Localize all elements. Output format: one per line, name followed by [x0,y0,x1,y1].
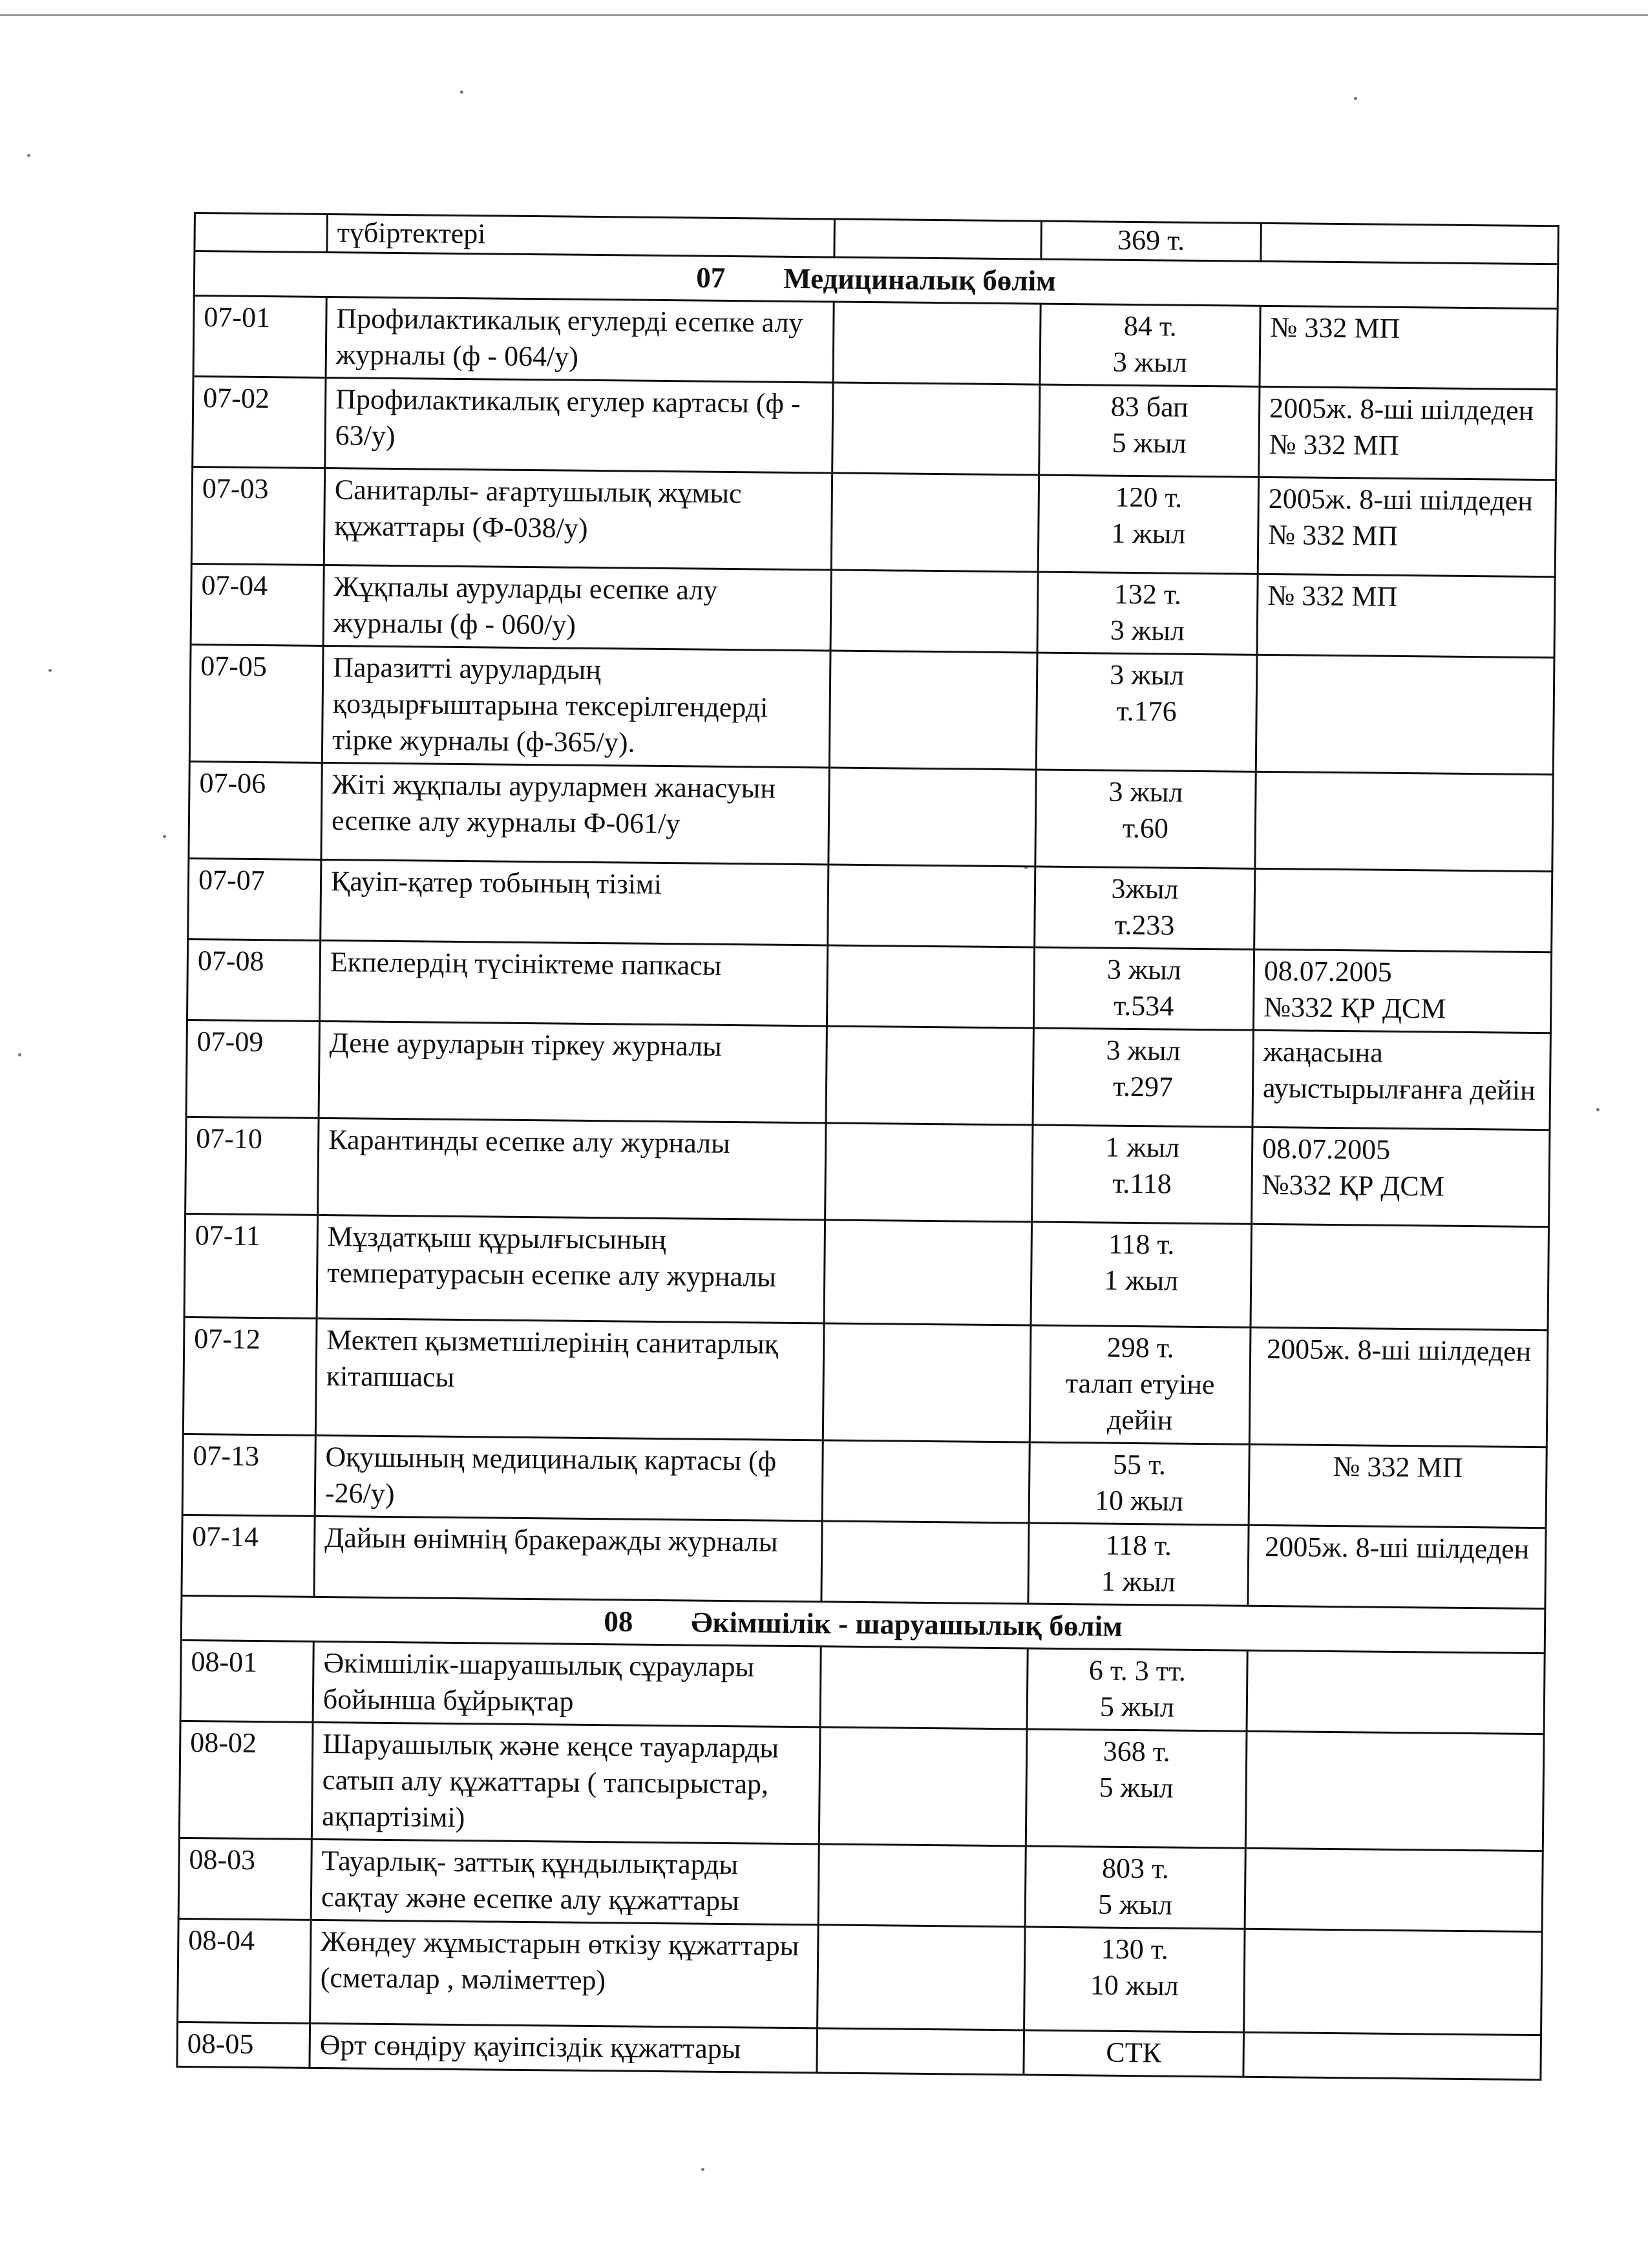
code-cell: 08-05 [177,2022,310,2068]
section-number: 08 [604,1605,633,1638]
title-cell: Қауіп-қатер тобының тізімі [321,859,829,945]
table-row [186,1020,1550,1129]
note-cell [1245,1731,1544,1851]
code-cell: 07-11 [184,1213,318,1318]
term-cell: 130 т. 10 жыл [1024,1927,1245,2032]
term-cell: 369 т. [1041,221,1262,261]
note-cell: 2005ж. 8-ші шілдеден № 332 МП [1258,477,1556,576]
table-row [179,1721,1544,1851]
term-cell: СТК [1024,2030,1244,2077]
title-cell: Жіті жұқпалы аурулармен жанасуын есепке алу журналы Ф-061/у [321,762,829,865]
code-cell: 07-10 [185,1117,319,1215]
title-cell: Оқушының медициналық картасы (ф -26/у) [315,1435,823,1521]
title-cell: Карантинды есепке алу журналы [318,1118,826,1220]
term-cell: 6 т. 3 тт. 5 жыл [1027,1648,1247,1731]
code-cell: 07-01 [193,296,326,378]
count-cell [823,1323,1031,1442]
note-cell [1261,223,1559,264]
note-cell [1245,1848,1543,1931]
count-cell [825,1123,1033,1222]
note-cell [1243,2032,1541,2079]
title-cell: Профилактикалық егулер картасы (ф - 63/у) [325,377,833,473]
title-cell: Өрт сөндіру қауіпсіздік құжаттары [310,2023,818,2073]
code-cell: 07-03 [191,467,324,565]
title-cell: түбіртектері [327,214,835,257]
table-row [188,858,1552,952]
table-row [193,377,1557,480]
title-cell: Дайын өнімнің бракеражды журналы [314,1516,822,1602]
term-cell: 3 жыл т.60 [1035,770,1256,868]
code-cell: 07-14 [182,1515,315,1597]
note-cell [1244,1929,1543,2035]
table-row [178,1918,1542,2035]
term-cell: 1 жыл т.118 [1032,1125,1252,1224]
count-cell [819,1727,1027,1846]
title-cell: Жұқпалы ауруларды есепке алу журналы (ф - 060/у) [323,565,831,651]
title-cell: Паразитті аурулардың қоздырғыштарына тексерілгендерді тірке журналы (ф-365/у). [322,646,830,768]
term-cell: 3 жыл т.176 [1036,653,1257,772]
title-cell: Дене ауруларын тіркеу журналы [319,1021,827,1123]
table-row [189,761,1553,871]
note-cell: жаңасына ауыстырылғанға дейін [1252,1030,1550,1129]
note-cell: 2005ж. 8-ші шілдеден [1248,1525,1546,1608]
table-row [183,1317,1548,1447]
count-cell [822,1440,1030,1523]
note-cell [1255,772,1553,871]
document-page [176,212,1557,2081]
code-cell: 07-09 [186,1020,319,1118]
count-cell [832,383,1040,475]
note-cell: 08.07.2005 №332 ҚР ДСМ [1252,1127,1550,1226]
term-cell: 120 т. 1 жыл [1038,475,1258,574]
title-cell: Мектеп қызметшілерінің санитарлық кітапшасы [315,1318,824,1440]
note-cell [1256,655,1554,774]
note-cell: № 332 МП [1260,306,1558,389]
section-title: Әкімшілік - шаруашылық бөлім [691,1606,1123,1643]
term-cell: 83 бап 5 жыл [1039,384,1260,477]
count-cell [818,1844,1026,1927]
term-cell: 368 т. 5 жыл [1026,1729,1247,1848]
term-cell: 298 т. талап етуіне дейін [1030,1325,1251,1444]
table-row [182,1434,1547,1528]
table-row [191,467,1556,576]
table-row [184,1213,1548,1330]
term-cell: 84 т. 3 жыл [1040,304,1260,386]
table-row [191,563,1555,657]
title-cell: Әкімшілік-шаруашылық сұраулары бойынша бұйрықтар [313,1641,821,1727]
note-cell: 2005ж. 8-ші шілдеден № 332 МП [1259,386,1557,479]
code-cell: 08-03 [178,1838,312,1920]
code-cell: 07-08 [187,939,320,1021]
code-cell: 08-01 [180,1640,313,1722]
title-cell: Санитарлы- ағартушылық жұмыс құжаттары (Ф-038/у) [324,468,832,570]
count-cell [830,570,1038,653]
term-cell: 118 т. 1 жыл [1028,1523,1249,1606]
term-cell: 55 т. 10 жыл [1029,1442,1249,1525]
table-row [187,939,1551,1033]
count-cell [834,219,1042,259]
note-cell: 08.07.2005 №332 ҚР ДСМ [1253,949,1551,1033]
code-cell: 08-02 [179,1721,313,1839]
count-cell [826,1026,1033,1125]
code-cell: 08-04 [178,1918,312,2023]
term-cell: 132 т. 3 жыл [1037,572,1258,655]
term-cell: 118 т. 1 жыл [1031,1222,1252,1327]
count-cell [828,865,1035,947]
count-cell [829,651,1037,770]
table-row [185,1117,1550,1226]
count-cell [821,1521,1029,1604]
code-cell [195,213,328,253]
count-cell [829,768,1036,866]
table-row [178,1838,1543,1931]
count-cell [818,1925,1026,2030]
note-cell: 2005ж. 8-ші шілдеден [1249,1327,1548,1447]
note-cell: № 332 МП [1249,1444,1547,1528]
note-cell [1251,1224,1549,1330]
term-cell: 803 т. 5 жыл [1025,1846,1245,1929]
table-row [180,1640,1545,1734]
title-cell: Мұздатқыш құрылғысының температурасын есепке алу журналы [317,1215,825,1323]
section-number: 07 [696,261,726,294]
count-cell [833,302,1041,384]
table-row [193,296,1558,390]
count-cell [817,2028,1024,2075]
table-row [189,644,1554,774]
term-cell: 3 жыл т.297 [1033,1028,1253,1127]
nomenclature-table [176,212,1559,2081]
note-cell [1254,868,1552,952]
note-cell: № 332 МП [1257,574,1555,657]
code-cell: 07-04 [191,563,324,646]
title-cell: Екпелердің түсініктеме папкасы [319,940,827,1026]
code-cell: 07-13 [182,1434,315,1516]
count-cell [824,1220,1032,1325]
title-cell: Шаруашылық және кеңсе тауарларды сатып алу құжаттары ( тапсырыстар, ақпартізімі) [312,1722,820,1844]
title-cell: Тауарлық- заттық құндылықтарды сақтау және есепке алу құжаттары [311,1839,819,1925]
title-cell: Жөндеу жұмыстарын өткізу құжаттары (сметалар , мәліметтер) [310,1920,818,2028]
title-cell: Профилактикалық егулерді есепке алу журналы (ф - 064/у) [326,297,834,383]
section-title: Медициналық бөлім [783,262,1057,297]
scan-edge-line [0,14,1648,16]
code-cell: 07-05 [189,644,323,762]
code-cell: 07-02 [193,377,326,468]
code-cell: 07-12 [183,1317,317,1435]
count-cell [831,473,1039,572]
code-cell: 07-07 [188,858,321,940]
count-cell [820,1646,1028,1729]
code-cell: 07-06 [189,761,322,859]
note-cell [1247,1650,1545,1734]
term-cell: 3 жыл т.534 [1033,947,1254,1030]
term-cell: 3жыл т.233 [1035,866,1255,949]
count-cell [827,945,1034,1028]
table-row [182,1515,1546,1608]
